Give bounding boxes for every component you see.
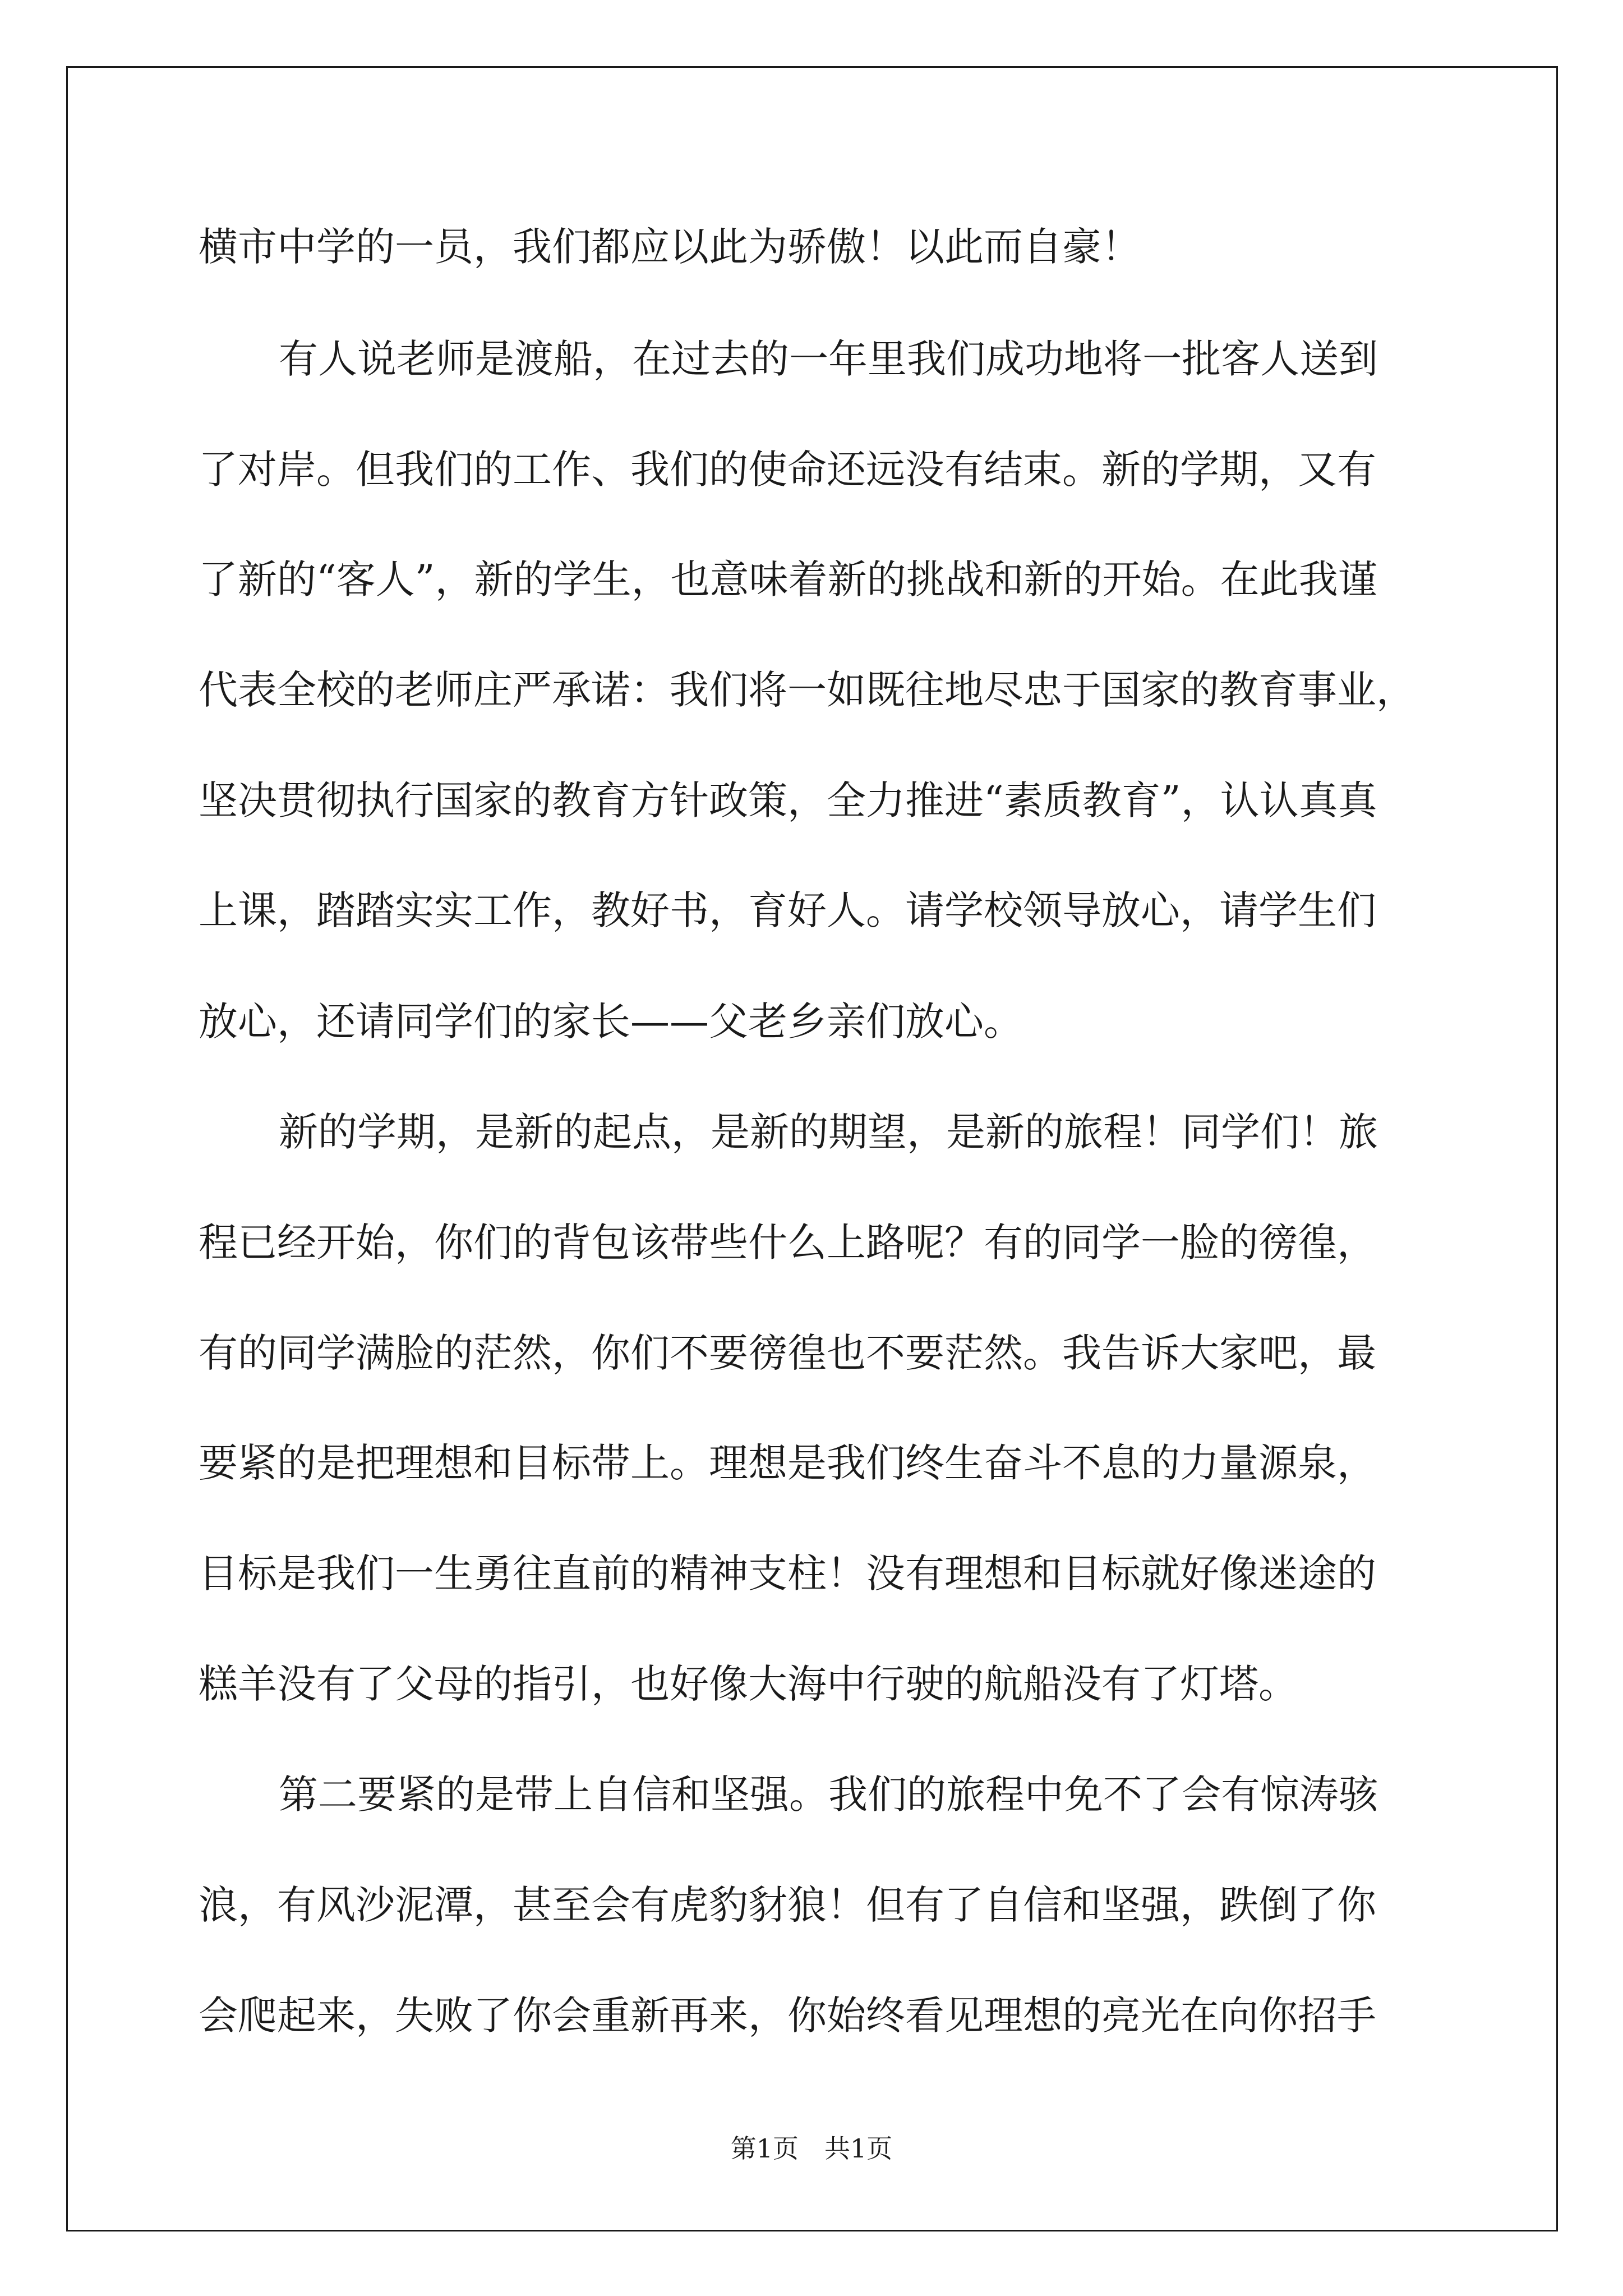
- text-line: 新的学期，是新的起点，是新的期望，是新的旅程！同学们！旅: [279, 1109, 1378, 1155]
- text-line: 了新的“客人”，新的学生，也意味着新的挑战和新的开始。在此我谨: [199, 556, 1377, 602]
- text-line: 要紧的是把理想和目标带上。理想是我们终生奋斗不息的力量源泉，: [199, 1440, 1376, 1486]
- text-line: 横市中学的一员，我们都应以此为骄傲！以此而自豪！: [199, 224, 1141, 270]
- text-line: 第二要紧的是带上自信和坚强。我们的旅程中免不了会有惊涛骇: [279, 1772, 1378, 1818]
- text-line: 坚决贯彻执行国家的教育方针政策，全力推进“素质教育”，认认真真: [199, 777, 1377, 823]
- text-line: 有的同学满脸的茫然，你们不要徬徨也不要茫然。我告诉大家吧，最: [199, 1330, 1376, 1376]
- text-line: 程已经开始，你们的背包该带些什么上路呢？有的同学一脸的徬徨，: [199, 1220, 1376, 1266]
- text-line: 有人说老师是渡船，在过去的一年里我们成功地将一批客人送到: [279, 336, 1378, 382]
- text-line: 上课，踏踏实实工作，教好书，育好人。请学校领导放心，请学生们: [199, 887, 1376, 933]
- text-line: 目标是我们一生勇往直前的精神支柱！没有理想和目标就好像迷途的: [199, 1550, 1376, 1596]
- text-line: 糕羊没有了父母的指引，也好像大海中行驶的航船没有了灯塔。: [199, 1661, 1298, 1707]
- text-line: 了对岸。但我们的工作、我们的使命还远没有结束。新的学期，又有: [199, 447, 1376, 493]
- text-line: 会爬起来，失败了你会重新再来，你始终看见理想的亮光在向你招手: [199, 1993, 1376, 2039]
- page-number: 第1页 共1页: [730, 2133, 893, 2164]
- text-line: 代表全校的老师庄严承诺：我们将一如既往地尽忠于国家的教育事业，: [199, 667, 1415, 713]
- text-line: 放心，还请同学们的家长——父老乡亲们放心。: [199, 999, 1023, 1045]
- text-line: 浪，有风沙泥潭，甚至会有虎豹豺狼！但有了自信和坚强，跌倒了你: [199, 1882, 1376, 1928]
